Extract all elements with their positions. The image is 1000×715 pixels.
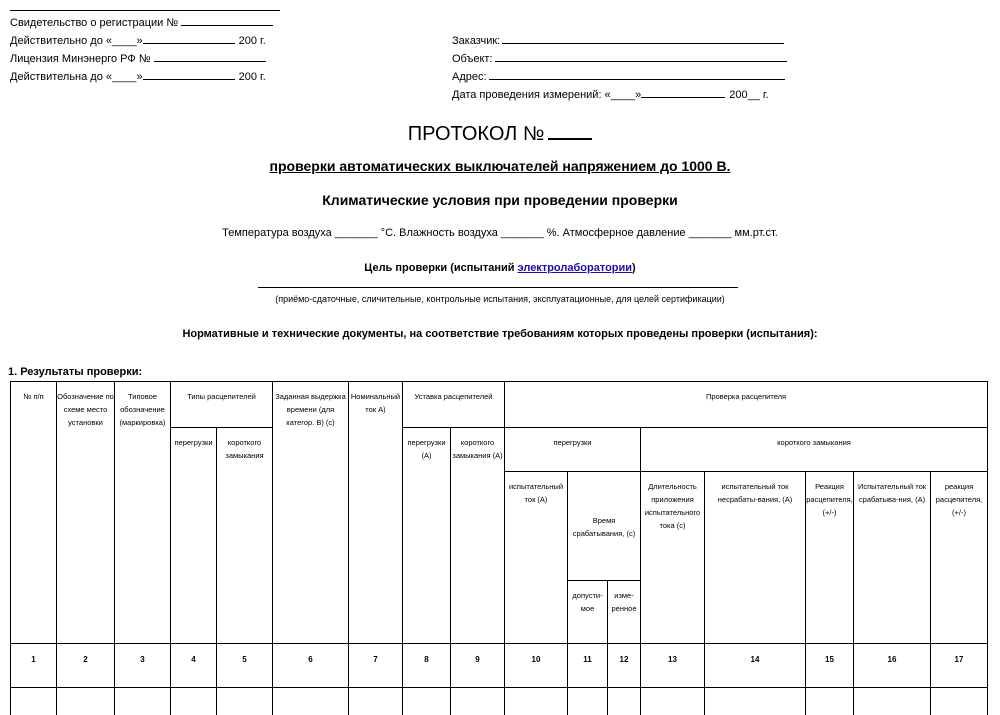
th-release-overload: перегрузки [170,427,216,643]
col-number-7: 7 [348,643,402,687]
col-number-11: 11 [567,643,607,687]
col-number-2: 2 [56,643,114,687]
col-number-10: 10 [504,643,567,687]
col-number-13: 13 [640,643,704,687]
results-table [10,381,988,715]
test-types-note: (приёмо-сдаточные, сличительные, контрольные испытания, эксплуатационные, для целей сертификации) [275,294,725,304]
data-cell[interactable] [640,687,704,715]
valid-blank-2[interactable] [143,79,235,80]
data-cell[interactable] [114,687,170,715]
th-check-overload: перегрузки [504,427,640,471]
th-release-short: короткого замыкания [216,427,272,643]
conditions-line [0,227,1000,239]
data-cell[interactable] [930,687,988,715]
license-label: Лицензия Минэнерго РФ № [10,53,151,65]
data-cell[interactable] [450,687,504,715]
th-trip-current: Испытательный ток срабатыва-ния, (А) [853,471,930,643]
data-cell[interactable] [272,687,348,715]
th-trip-allowed: допусти-мое [567,580,607,643]
address-label: Адрес: [452,71,487,83]
goal-line [0,262,1000,274]
th-setting: Уставка расцепителей [402,381,504,427]
goal-prefix: Цель проверки (испытаний [364,262,518,274]
th-test-current: испытательный ток (А) [504,471,567,643]
col-number-16: 16 [853,643,930,687]
object-blank[interactable] [495,61,787,62]
cert-blank[interactable] [181,25,273,26]
valid-line-1 [10,34,273,52]
header-top-rule [10,10,280,11]
th-reaction-1: Реакция расцепителя, (+/-) [805,471,853,643]
col-number-15: 15 [805,643,853,687]
col-number-6: 6 [272,643,348,687]
th-trip-measured: изме-ренное [607,580,640,643]
col-number-4: 4 [170,643,216,687]
cert-label: Свидетельство о регистрации № [10,17,179,29]
data-cell[interactable] [56,687,114,715]
data-cell[interactable] [567,687,607,715]
col-number-5: 5 [216,643,272,687]
th-trip-time: Время срабатывания, (с) [567,471,640,580]
object-line [452,52,787,70]
license-line [10,52,273,70]
address-blank[interactable] [489,79,785,80]
valid-blank-1[interactable] [143,43,235,44]
th-type-marking: Типовое обозначение (маркировка) [114,381,170,643]
valid-year-2: 200 г. [238,71,266,83]
th-current-duration: Длительность приложения испытательного тока (с) [640,471,704,643]
th-time-delay: Заданная выдержка времени (для категор. В) (с) [272,381,348,643]
th-setting-short: короткого замыкания (А) [450,427,504,643]
th-nominal-current: Номинальный ток А) [348,381,402,643]
th-check-short: короткого замыкания [640,427,988,471]
th-designation: Обозначение по схеме место установки [56,381,114,643]
th-release-check: Проверка расцепителя [504,381,988,427]
data-cell[interactable] [704,687,805,715]
data-cell[interactable] [348,687,402,715]
th-nontrip-current: испытательный ток несрабаты-вания, (А) [704,471,805,643]
goal-suffix: ) [632,262,636,274]
results-heading: 1. Результаты проверки: [8,366,143,378]
date-line [452,88,787,106]
protocol-subtitle-text: проверки автоматических выключателей напряжением до 1000 В. [269,158,731,174]
th-reaction-2: реакция расцепителя, (+/-) [930,471,988,643]
header-right-block [452,34,787,106]
col-number-3: 3 [114,643,170,687]
th-num: № п/п [10,381,56,643]
protocol-title-text: ПРОТОКОЛ № [407,123,545,145]
date-label: Дата проведения измерений: «____» [452,89,642,101]
data-cell[interactable] [853,687,930,715]
data-cell[interactable] [216,687,272,715]
valid-label-1: Действительно до «____» [10,35,143,47]
col-number-9: 9 [450,643,504,687]
header-left-block [10,16,273,88]
valid-year-1: 200 г. [238,35,266,47]
protocol-number-blank[interactable] [548,120,592,140]
col-number-12: 12 [607,643,640,687]
normative-docs-heading: Нормативные и технические документы, на соответствие требованиям которых проведены проверки (испытания): [182,328,818,340]
col-number-8: 8 [402,643,450,687]
cert-line [10,16,273,34]
data-cell[interactable] [10,687,56,715]
date-year: 200__ г. [729,89,769,101]
temperature-field: Температура воздуха _______ °С. [222,227,397,239]
pressure-field: Атмосферное давление _______ мм.рт.ст. [562,227,778,239]
data-cell[interactable] [504,687,567,715]
object-label: Объект: [452,53,493,65]
humidity-field: Влажность воздуха _______ %. [399,227,560,239]
data-cell[interactable] [402,687,450,715]
protocol-subtitle [0,158,1000,174]
lab-link[interactable]: электролаборатории [517,262,633,274]
th-setting-overload: перегрузки (А) [402,427,450,643]
goal-blank[interactable] [258,287,738,288]
protocol-title [0,120,1000,146]
valid-label-2: Действительна до «____» [10,71,143,83]
climate-title: Климатические условия при проведении проверки [322,192,678,208]
date-blank[interactable] [641,97,725,98]
col-number-17: 17 [930,643,988,687]
col-number-14: 14 [704,643,805,687]
col-number-1: 1 [10,643,56,687]
address-line [452,70,787,88]
data-cell[interactable] [170,687,216,715]
data-cell[interactable] [607,687,640,715]
customer-blank[interactable] [502,43,784,44]
valid-line-2 [10,70,273,88]
customer-label: Заказчик: [452,35,501,47]
data-cell[interactable] [805,687,853,715]
th-release-types: Типы расцепителей [170,381,272,427]
customer-line [452,34,787,52]
license-blank[interactable] [154,61,266,62]
